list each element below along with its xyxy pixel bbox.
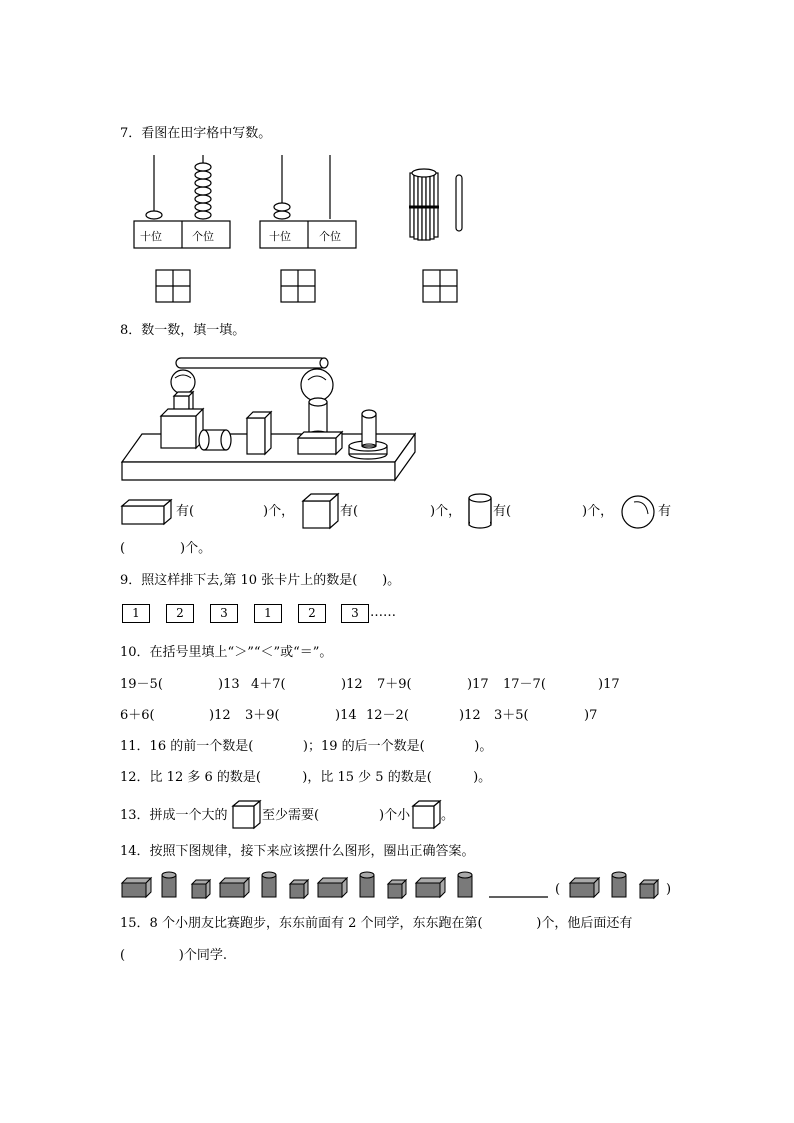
- card-6: 3: [341, 604, 369, 623]
- answer-options[interactable]: [568, 870, 668, 902]
- q11-text: 11．16 的前一个数是( )；19 的后一个数是( )。: [120, 739, 493, 754]
- q10-r2-rhs1: )12: [209, 708, 231, 723]
- q10-prompt: 10．在括号里填上“＞”“＜”或“＝”。: [120, 645, 333, 660]
- q8-line2-open: (: [120, 541, 126, 556]
- card-2: 2: [166, 604, 194, 623]
- option-cylinder: [612, 872, 626, 897]
- ones-beads: [195, 163, 211, 219]
- q10-r1-expr3: 7＋9(: [377, 677, 412, 692]
- pattern-sequence: [120, 870, 490, 902]
- q10-r2-expr3: 12－2(: [366, 708, 409, 723]
- q8-cube-open: 有(: [340, 504, 359, 519]
- abacus-1-ones-label: 个位: [192, 230, 214, 243]
- q8-cylinder-close: )个，: [582, 504, 614, 519]
- q10-r1-rhs1: )13: [218, 677, 240, 692]
- q13-part3: )个小: [379, 808, 411, 823]
- q10-r1-rhs2: )12: [341, 677, 363, 692]
- q8-cylinder-open: 有(: [493, 504, 512, 519]
- q14-open-paren: (: [555, 882, 561, 897]
- small-cube-icon: [412, 800, 442, 830]
- abacus-2-tens-label: 十位: [269, 230, 291, 243]
- q8-sphere-suffix: 有: [658, 504, 672, 519]
- q10-r1-expr2: 4＋7(: [251, 677, 286, 692]
- q7-prompt: 7．看图在田字格中写数。: [120, 126, 272, 141]
- q8-cube-close: )个，: [430, 504, 462, 519]
- tian-grid-2[interactable]: [280, 269, 316, 303]
- q15-line2: ( )个同学.: [120, 948, 227, 963]
- big-cube-icon: [232, 800, 262, 830]
- option-cube: [640, 880, 658, 898]
- q8-line2-close: )个。: [180, 541, 212, 556]
- abacus-2-ones-label: 个位: [319, 230, 341, 243]
- q10-r2-rhs2: )14: [335, 708, 357, 723]
- card-3: 3: [210, 604, 238, 623]
- q10-r1-expr4: 17－7(: [503, 677, 546, 692]
- abacus-1-tens-label: 十位: [140, 230, 162, 243]
- q8-cuboid-open: 有(: [176, 504, 195, 519]
- q10-r1-expr1: 19－5(: [120, 677, 163, 692]
- cube-icon: [302, 493, 342, 529]
- stick-bundle: [408, 165, 468, 245]
- q15-line1: 15．8 个小朋友比赛跑步，东东前面有 2 个同学，东东跑在第( )个，他后面还有: [120, 916, 633, 931]
- q12-text: 12．比 12 多 6 的数是( )，比 15 少 5 的数是( )。: [120, 770, 492, 785]
- answer-blank-line[interactable]: [488, 895, 550, 899]
- q10-r2-rhs4: )7: [584, 708, 598, 723]
- q8-prompt: 8．数一数，填一填。: [120, 323, 246, 338]
- q9-ellipsis: ……: [370, 605, 396, 620]
- shapes-scene: [120, 352, 420, 484]
- cylinder-icon: [468, 493, 494, 529]
- q13-part4: 。: [441, 808, 455, 823]
- card-1: 1: [122, 604, 150, 623]
- tian-grid-1[interactable]: [155, 269, 191, 303]
- q10-r1-rhs3: )17: [467, 677, 489, 692]
- q14-prompt: 14．按照下图规律，接下来应该摆什么图形，圈出正确答案。: [120, 844, 475, 859]
- q13-part1: 13．拼成一个大的: [120, 808, 228, 823]
- q10-r2-expr1: 6＋6(: [120, 708, 155, 723]
- sphere-icon: [620, 494, 656, 530]
- q10-r1-rhs4: )17: [598, 677, 620, 692]
- card-4: 1: [254, 604, 282, 623]
- tian-grid-3[interactable]: [422, 269, 458, 303]
- q14-close-paren: ): [666, 882, 672, 897]
- option-cuboid: [570, 878, 599, 897]
- q13-part2: 至少需要(: [262, 808, 320, 823]
- q8-cuboid-close: )个，: [263, 504, 295, 519]
- cuboid-icon: [121, 499, 177, 527]
- q10-r2-rhs3: )12: [459, 708, 481, 723]
- q10-r2-expr4: 3＋5(: [494, 708, 529, 723]
- card-5: 2: [298, 604, 326, 623]
- q10-r2-expr2: 3＋9(: [245, 708, 280, 723]
- q9-prompt: 9．照这样排下去,第 10 张卡片上的数是( )。: [120, 573, 401, 588]
